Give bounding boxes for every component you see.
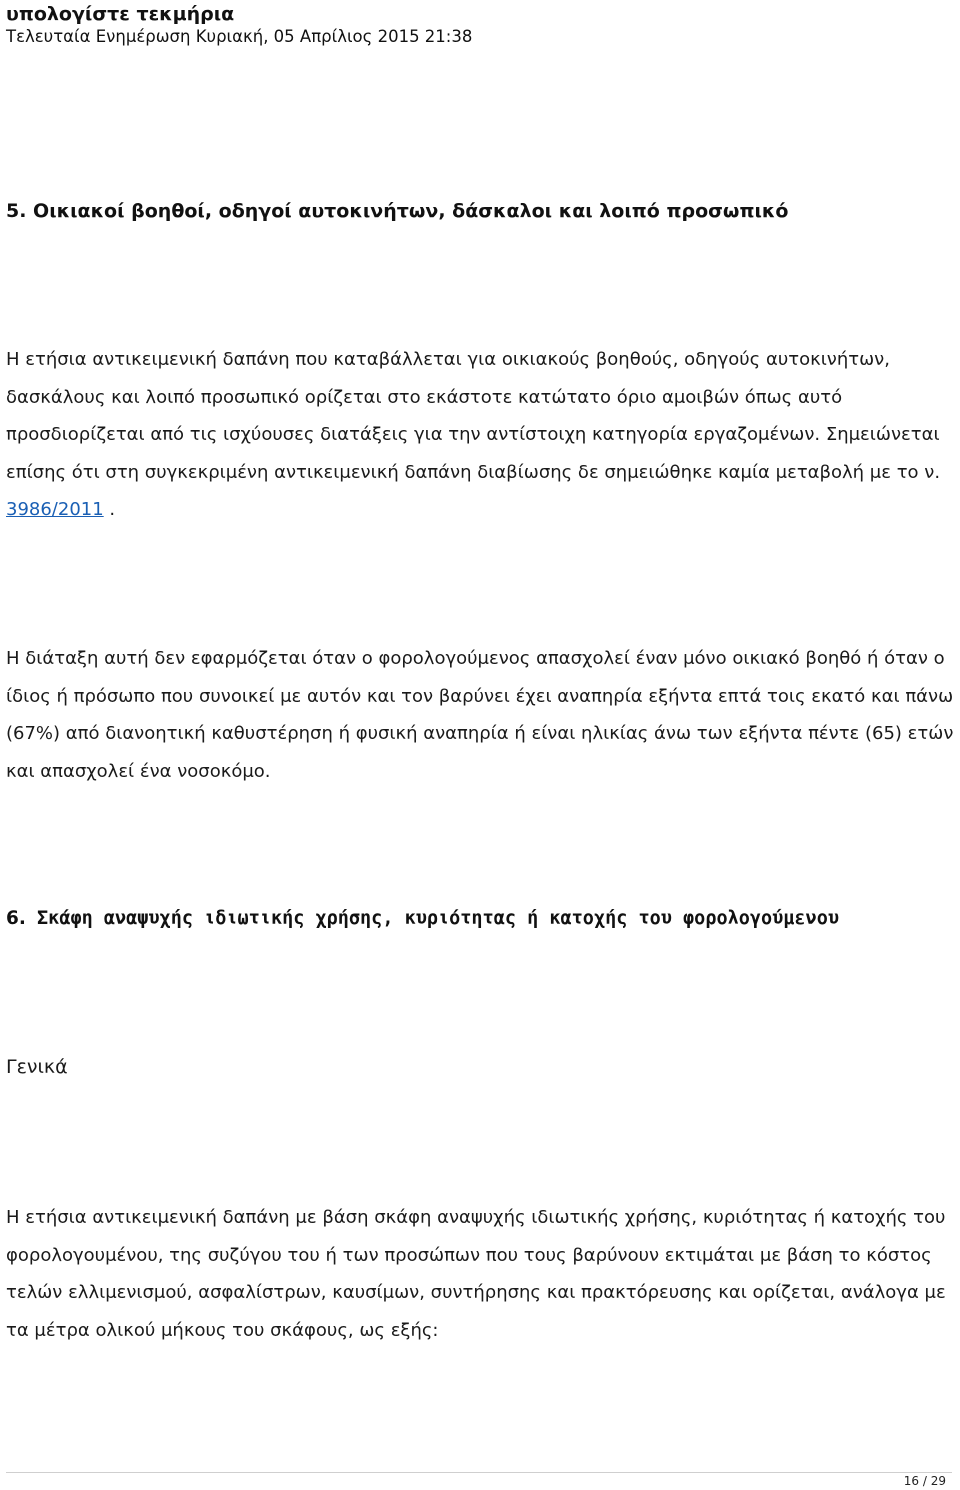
law-reference-link[interactable]: 3986/2011 [6, 499, 104, 520]
paragraph-tail: . [103, 499, 116, 520]
section-5-paragraph-1 [6, 341, 956, 529]
section-5-paragraph-2: Η διάταξη αυτή δεν εφαρμόζεται όταν ο φορολογούμενος απασχολεί έναν μόνο οικιακό βοηθό ή όταν ο ίδιος ή πρόσωπο που συνοικεί με αυτόν και τον βαρύνει έχει αναπηρία εξήντα επτά τοις εκατό και πάνω (67%) από διανοητική καθυστέρηση ή φυσική αναπηρία ή είναι ηλικίας άνω των εξήντα πέντε (65) ετών και απασχολεί ένα νοσοκόμο. [6, 648, 954, 782]
site-title: υπολογίστε τεκμήρια [6, 3, 235, 25]
section-5-heading: 5. Οικιακοί βοηθοί, οδηγοί αυτοκινήτων, δάσκαλοι και λοιπό προσωπικό [6, 200, 789, 222]
section-6-heading [6, 907, 839, 931]
page-header [6, 2, 472, 48]
section-6-paragraph: Η ετήσια αντικειμενική δαπάνη με βάση σκάφη αναψυχής ιδιωτικής χρήσης, κυριότητας ή κατοχής του φορολογουμένου, της συζύγου του ή των προσώπων που τους βαρύνουν εκτιμάται με βάση το κόστος τελών ελλιμενισμού, ασφαλίστρων, καυσίμων, συντήρησης και πρακτόρευσης και ορίζεται, ανάλογα με τα μέτρα ολικού μήκους του σκάφους, ως εξής: [6, 1207, 946, 1341]
last-updated-text: Τελευταία Ενημέρωση Κυριακή, 05 Απρίλιος 2015 21:38 [6, 27, 473, 46]
paragraph-text: Η ετήσια αντικειμενική δαπάνη που καταβάλλεται για οικιακούς βοηθούς, οδηγούς αυτοκινήτων, δασκάλους και λοιπό προσωπικό ορίζεται στο εκάστοτε κατώτατο όριο αμοιβών όπως αυτό προσδιορίζεται από τις ισχύουσες διατάξεις για την αντίστοιχη κατηγορία εργαζομένων. Σημειώνεται επίσης ότι στη συγκεκριμένη αντικειμενική δαπάνη διαβίωσης δε σημειώθηκε καμία μεταβολή με το ν. [6, 349, 941, 483]
page-number: 16 / 29 [903, 1474, 946, 1488]
footer-divider [6, 1472, 952, 1473]
section-6-number: 6. [6, 908, 26, 929]
section-6-subheading: Γενικά [6, 1056, 68, 1078]
section-6-title: Σκάφη αναψυχής ιδιωτικής χρήσης, κυριότητας ή κατοχής του φορολογούμενου [25, 908, 839, 929]
